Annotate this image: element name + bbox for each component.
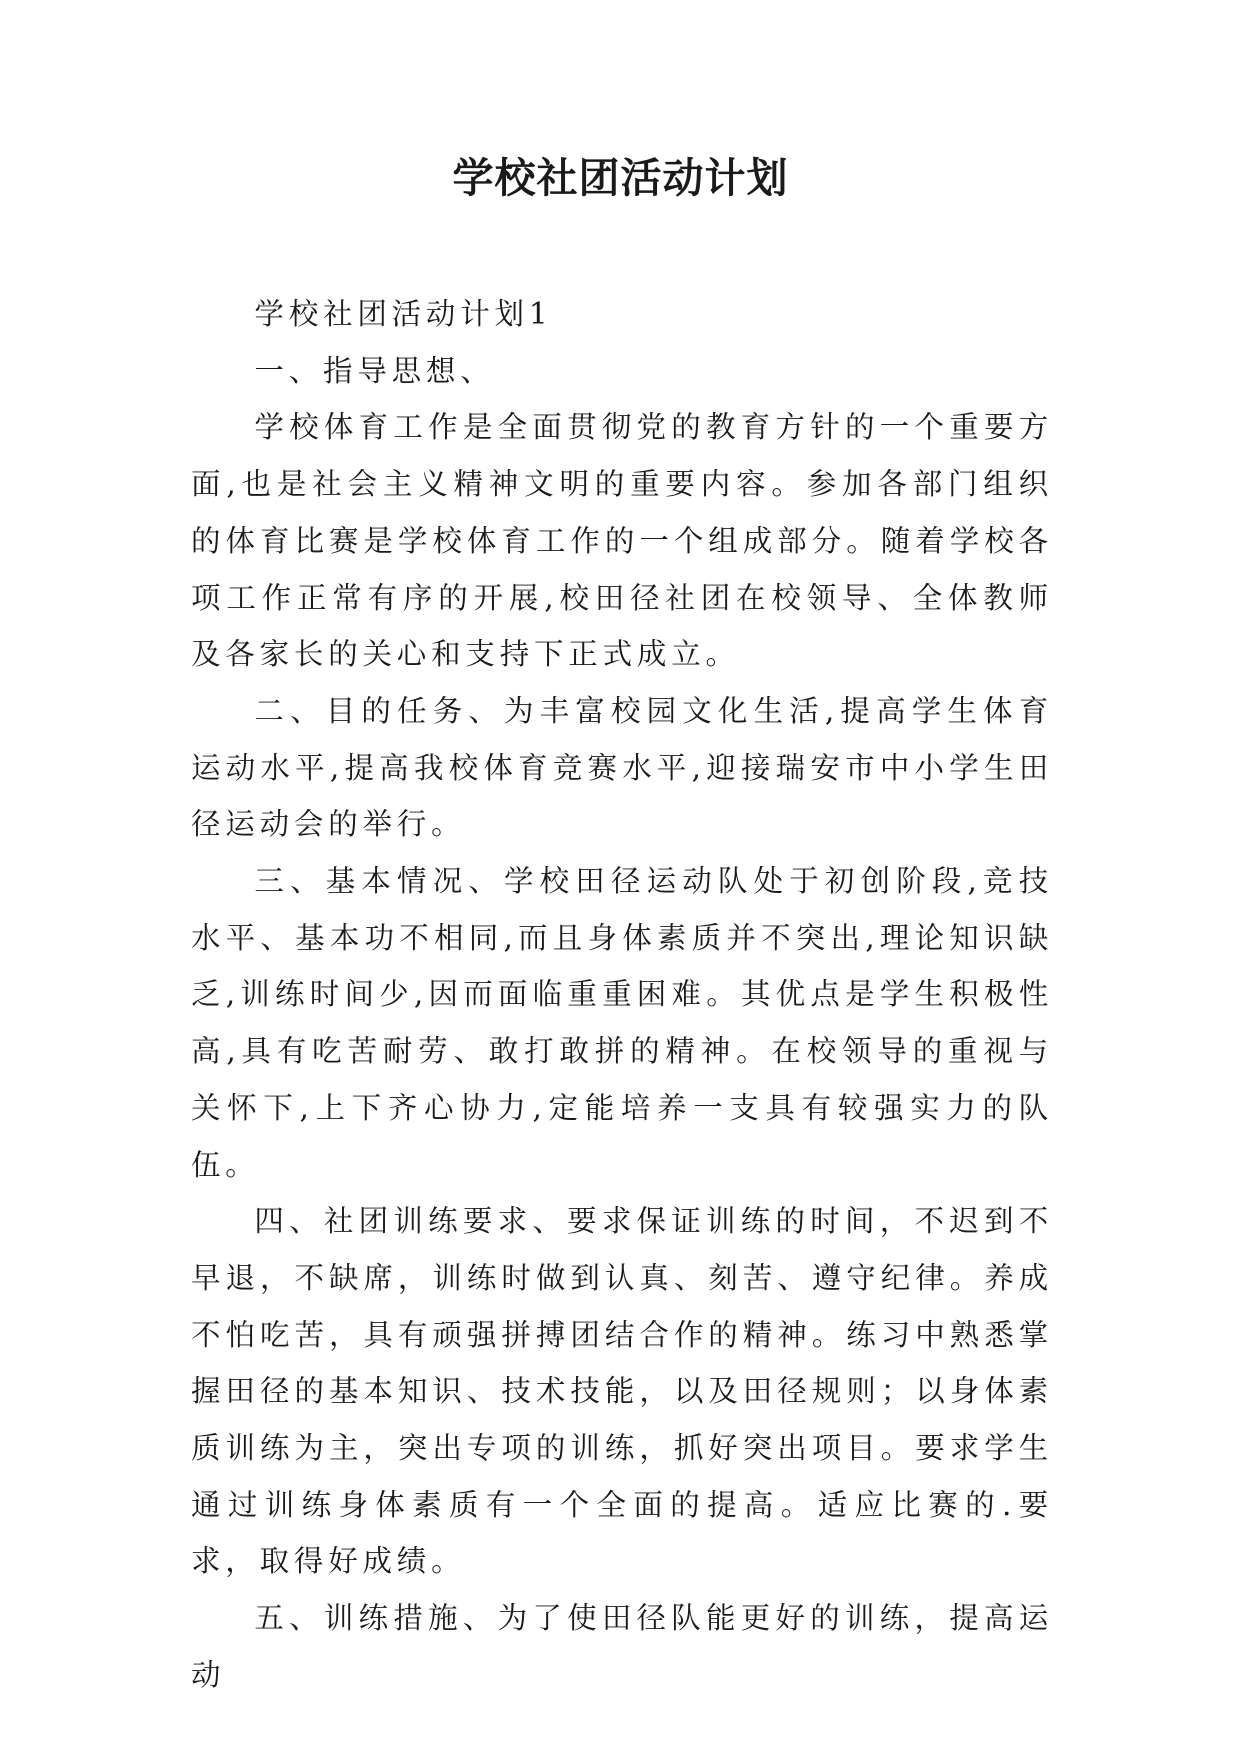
- body-paragraph: 五、训练措施、为了使田径队能更好的训练，提高运动: [191, 1601, 1053, 1692]
- section-heading: 一、指导思想、: [254, 353, 495, 388]
- body-paragraph: 四、社团训练要求、要求保证训练的时间，不迟到不早退，不缺席，训练时做到认真、刻苦、遵守纪律。养成不怕吃苦，具有顽强拼搏团结合作的精神。练习中熟悉掌握田径的基本知识、技术技能，以及田径规则；以身体素质训练为主，突出专项的训练，抓好突出项目。要求学生通过训练身体素质有一个全面的提高。适应比赛的.要求，取得好成绩。: [191, 1204, 1053, 1579]
- document-body: [191, 286, 1053, 1704]
- body-paragraph: 学校体育工作是全面贯彻党的教育方针的一个重要方面,也是社会主义精神文明的重要内容。参加各部门组织的体育比赛是学校体育工作的一个组成部分。随着学校各项工作正常有序的开展,校田径社团在校领导、全体教师及各家长的关心和支持下正式成立。: [191, 410, 1053, 672]
- section-heading: 学校社团活动计划1: [254, 297, 553, 331]
- document-title: 学校社团活动计划: [452, 154, 789, 202]
- body-paragraph: 二、目的任务、为丰富校园文化生活,提高学生体育运动水平,提高我校体育竞赛水平,迎接瑞安市中小学生田径运动会的举行。: [191, 693, 1053, 842]
- body-paragraph: 三、基本情况、学校田径运动队处于初创阶段,竞技水平、基本功不相同,而且身体素质并不突出,理论知识缺乏,训练时间少,因而面临重重困难。其优点是学生积极性高,具有吃苦耐劳、敢打敢拼的精神。在校领导的重视与关怀下,上下齐心协力,定能培养一支具有较强实力的队伍。: [191, 864, 1053, 1182]
